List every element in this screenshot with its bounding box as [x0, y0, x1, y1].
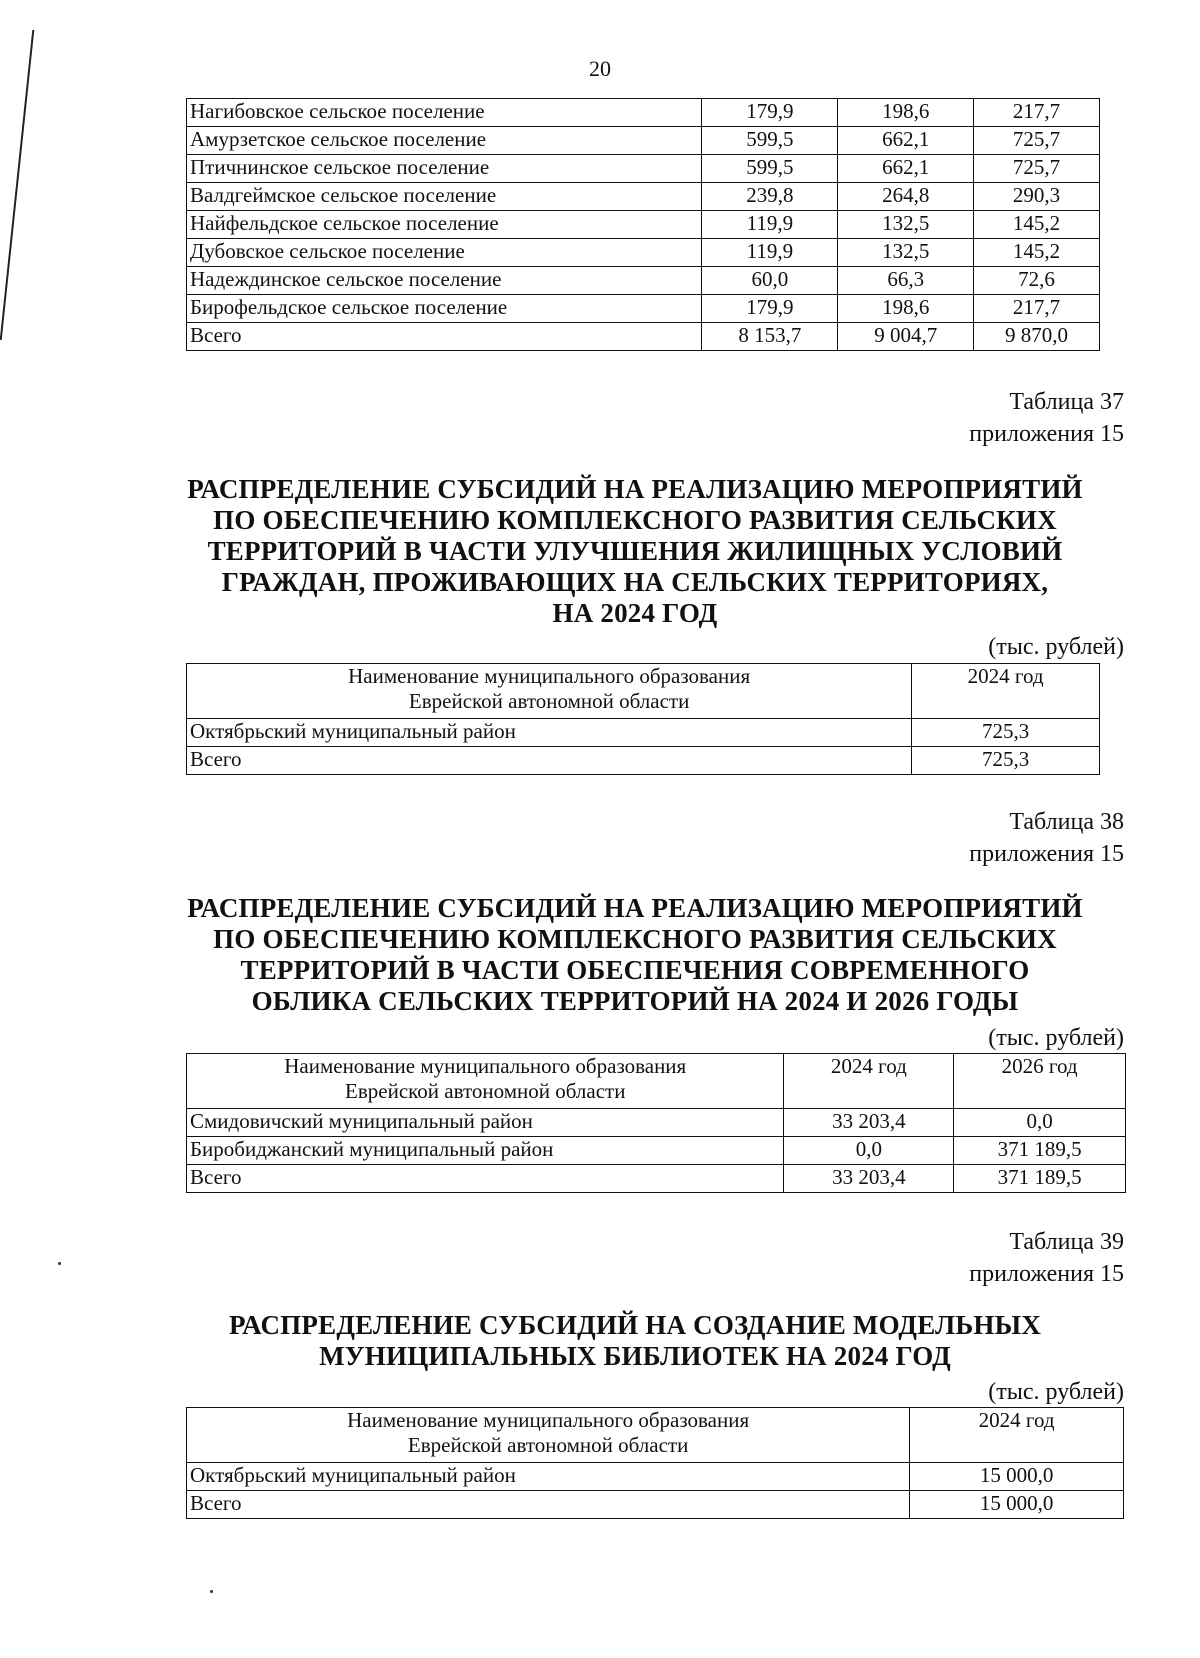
row-name: Нагибовское сельское поселение: [187, 99, 702, 127]
table-38-title: [150, 893, 1120, 1017]
title-line: НА 2024 ГОД: [552, 598, 718, 628]
table-38-caption: [969, 806, 1124, 870]
table-row-total: [187, 747, 1100, 775]
table-header: [187, 1408, 1124, 1463]
caption-line: Таблица 39: [1009, 1229, 1124, 1255]
table-row: [187, 1137, 1126, 1165]
header-year: 2024 год: [910, 1408, 1124, 1463]
table-38: [186, 1053, 1126, 1193]
table-row: [187, 267, 1100, 295]
table-37-caption: [969, 386, 1124, 450]
table-39: [186, 1407, 1124, 1519]
header-line: Еврейской автономной области: [408, 689, 690, 713]
caption-line: приложения 15: [969, 1261, 1124, 1287]
row-value: 0,0: [954, 1109, 1126, 1137]
row-value: 179,9: [702, 99, 838, 127]
row-value: 217,7: [974, 295, 1100, 323]
table-row: [187, 239, 1100, 267]
row-value: 119,9: [702, 211, 838, 239]
table-row: [187, 1463, 1124, 1491]
row-name: Всего: [187, 747, 912, 775]
header-year: 2026 год: [954, 1054, 1126, 1109]
title-line: ТЕРРИТОРИЙ В ЧАСТИ ОБЕСПЕЧЕНИЯ СОВРЕМЕННОГО: [240, 955, 1030, 985]
header-line: Наименование муниципального образования: [347, 1408, 750, 1432]
table-39-title: [150, 1310, 1120, 1372]
table-row: [187, 295, 1100, 323]
row-value: 145,2: [974, 211, 1100, 239]
title-line: ТЕРРИТОРИЙ В ЧАСТИ УЛУЧШЕНИЯ ЖИЛИЩНЫХ УСЛОВИЙ: [207, 536, 1063, 566]
row-name: Птичнинское сельское поселение: [187, 155, 702, 183]
unit-label: (тыс. рублей): [988, 1379, 1124, 1405]
title-line: ОБЛИКА СЕЛЬСКИХ ТЕРРИТОРИЙ НА 2024 И 2026 ГОДЫ: [251, 986, 1019, 1016]
row-value: 119,9: [702, 239, 838, 267]
table-row-total: [187, 1165, 1126, 1193]
title-line: РАСПРЕДЕЛЕНИЕ СУБСИДИЙ НА РЕАЛИЗАЦИЮ МЕРОПРИЯТИЙ: [187, 893, 1083, 923]
row-value: 239,8: [702, 183, 838, 211]
table-row: [187, 127, 1100, 155]
header-line: Еврейской автономной области: [407, 1433, 689, 1457]
caption-line: приложения 15: [969, 841, 1124, 867]
header-line: Наименование муниципального образования: [284, 1054, 687, 1078]
continuation-table: [186, 98, 1100, 351]
row-name: Всего: [187, 1491, 910, 1519]
row-value: 198,6: [838, 295, 974, 323]
row-value: 132,5: [838, 239, 974, 267]
table-header: [187, 1054, 1126, 1109]
row-value: 662,1: [838, 127, 974, 155]
row-value: 33 203,4: [784, 1165, 954, 1193]
table-row: [187, 155, 1100, 183]
row-value: 145,2: [974, 239, 1100, 267]
header-line: Еврейской автономной области: [345, 1079, 626, 1103]
row-name: Октябрьский муниципальный район: [187, 1463, 910, 1491]
table-39-caption: [969, 1226, 1124, 1290]
table-row-total: [187, 323, 1100, 351]
row-value: 15 000,0: [910, 1463, 1124, 1491]
row-name: Валдгеймское сельское поселение: [187, 183, 702, 211]
row-name: Найфельдское сельское поселение: [187, 211, 702, 239]
row-value: 371 189,5: [954, 1165, 1126, 1193]
scan-speck: [210, 1590, 213, 1593]
row-value: 725,7: [974, 155, 1100, 183]
row-value: 72,6: [974, 267, 1100, 295]
table-37-title: [150, 474, 1120, 629]
header-year: 2024 год: [784, 1054, 954, 1109]
title-line: РАСПРЕДЕЛЕНИЕ СУБСИДИЙ НА СОЗДАНИЕ МОДЕЛЬНЫХ: [228, 1310, 1042, 1340]
row-value: 599,5: [702, 127, 838, 155]
table-row: [187, 183, 1100, 211]
title-line: МУНИЦИПАЛЬНЫХ БИБЛИОТЕК НА 2024 ГОД: [319, 1341, 951, 1371]
title-line: ГРАЖДАН, ПРОЖИВАЮЩИХ НА СЕЛЬСКИХ ТЕРРИТОРИЯХ,: [221, 567, 1049, 597]
caption-line: приложения 15: [969, 421, 1124, 447]
row-value: 725,3: [912, 747, 1100, 775]
unit-label: (тыс. рублей): [988, 1025, 1124, 1051]
scan-speck: [58, 1262, 61, 1265]
row-value: 66,3: [838, 267, 974, 295]
row-value: 290,3: [974, 183, 1100, 211]
row-value: 725,3: [912, 719, 1100, 747]
row-value: 725,7: [974, 127, 1100, 155]
row-name: Биробиджанский муниципальный район: [187, 1137, 784, 1165]
row-value: 179,9: [702, 295, 838, 323]
table-37: [186, 663, 1100, 775]
row-value: 0,0: [784, 1137, 954, 1165]
header-name: [187, 664, 912, 719]
title-line: РАСПРЕДЕЛЕНИЕ СУБСИДИЙ НА РЕАЛИЗАЦИЮ МЕРОПРИЯТИЙ: [187, 474, 1083, 504]
unit-label: (тыс. рублей): [988, 634, 1124, 660]
row-name: Смидовичский муниципальный район: [187, 1109, 784, 1137]
header-line: Наименование муниципального образования: [348, 664, 751, 688]
table-row: [187, 99, 1100, 127]
caption-line: Таблица 37: [1009, 389, 1124, 415]
row-value: 9 870,0: [974, 323, 1100, 351]
row-name: Октябрьский муниципальный район: [187, 719, 912, 747]
header-name: [187, 1408, 910, 1463]
row-value: 371 189,5: [954, 1137, 1126, 1165]
table-row: [187, 1109, 1126, 1137]
row-value: 599,5: [702, 155, 838, 183]
caption-line: Таблица 38: [1009, 809, 1124, 835]
table-row-total: [187, 1491, 1124, 1519]
header-name: [187, 1054, 784, 1109]
row-value: 662,1: [838, 155, 974, 183]
row-name: Всего: [187, 323, 702, 351]
row-value: 60,0: [702, 267, 838, 295]
page-number: 20: [589, 56, 611, 81]
row-value: 8 153,7: [702, 323, 838, 351]
row-value: 198,6: [838, 99, 974, 127]
table-header: [187, 664, 1100, 719]
row-name: Дубовское сельское поселение: [187, 239, 702, 267]
row-value: 15 000,0: [910, 1491, 1124, 1519]
row-value: 33 203,4: [784, 1109, 954, 1137]
row-value: 264,8: [838, 183, 974, 211]
row-name: Надеждинское сельское поселение: [187, 267, 702, 295]
row-name: Амурзетское сельское поселение: [187, 127, 702, 155]
header-year: 2024 год: [912, 664, 1100, 719]
title-line: ПО ОБЕСПЕЧЕНИЮ КОМПЛЕКСНОГО РАЗВИТИЯ СЕЛЬСКИХ: [213, 924, 1057, 954]
table-row: [187, 719, 1100, 747]
row-value: 132,5: [838, 211, 974, 239]
row-value: 217,7: [974, 99, 1100, 127]
table-row: [187, 211, 1100, 239]
title-line: ПО ОБЕСПЕЧЕНИЮ КОМПЛЕКСНОГО РАЗВИТИЯ СЕЛЬСКИХ: [213, 505, 1057, 535]
row-value: 9 004,7: [838, 323, 974, 351]
row-name: Бирофельдское сельское поселение: [187, 295, 702, 323]
row-name: Всего: [187, 1165, 784, 1193]
